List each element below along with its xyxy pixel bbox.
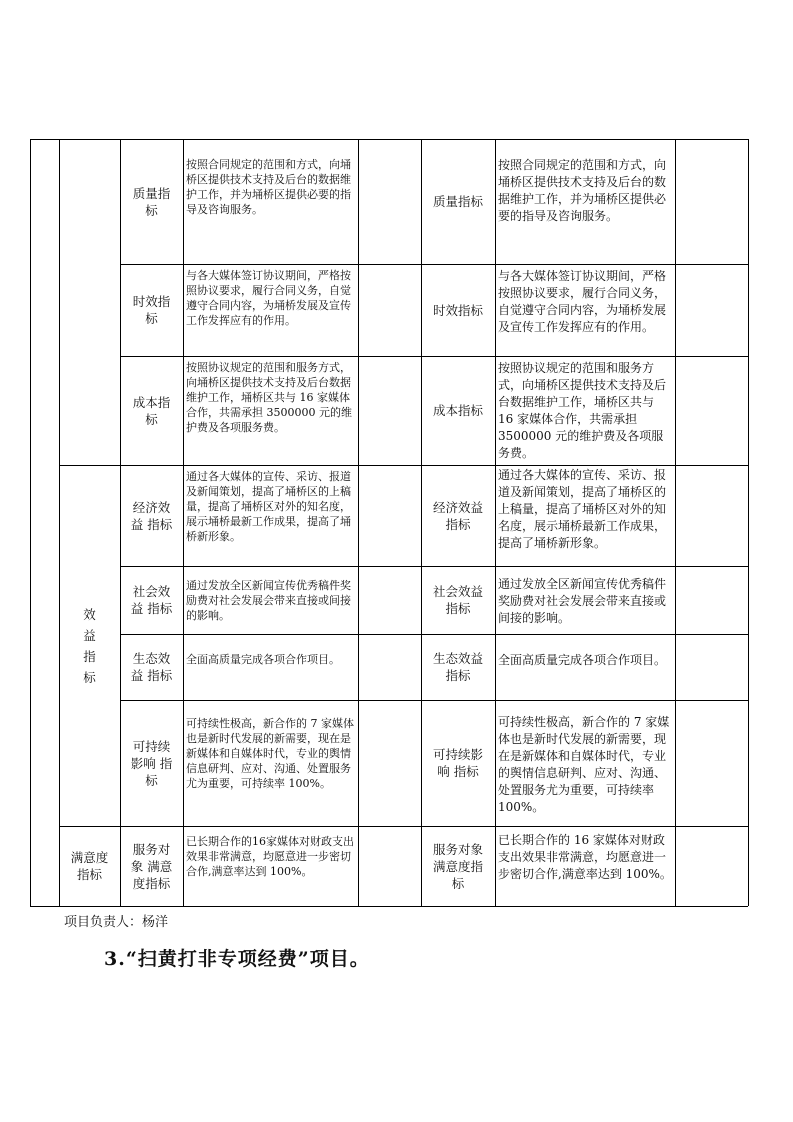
content-left-ecological: 全面高质量完成各项合作项目。 [186, 653, 340, 666]
content-right-satisfaction: 已长期合作的 16 家媒体对财政支出效果非常满意，均愿意进一步密切合作,满意率达到 100%。 [498, 833, 672, 881]
project-responsible-line: 项目负责人：杨洋 [64, 915, 169, 930]
content-left-economic: 通过各大媒体的宣传、采访、报道及新闻策划，提高了埇桥区的上稿量，提高了埇桥区对外的知名度，展示埇桥最新工作成果，提高了埇桥新形象。 [186, 470, 351, 543]
indicator-right-cost: 成本指标 [432, 403, 483, 418]
content-right-quality: 按照合同规定的范围和方式，向埇桥区提供技术支持及后台的数据维护工作，并为埇桥区提供必要的指导及咨询服务。 [498, 158, 667, 223]
content-right-ecological: 全面高质量完成各项合作项目。 [498, 653, 667, 667]
indicator-right-economic: 经济效益 指标 [432, 499, 483, 532]
section-heading: 3.“扫黄打非专项经费”项目。 [104, 948, 370, 970]
indicator-right-sustainability: 可持续影 响 指标 [432, 747, 483, 779]
indicator-left-satisfaction: 服务对 象 满意 度指标 [130, 841, 173, 891]
content-left-quality: 按照合同规定的范围和方式，向埇桥区提供技术支持及后台的数据维护工作，并为埇桥区提供必要的指导及咨询服务。 [186, 158, 351, 216]
indicator-right-ecological: 生态效益 指标 [432, 651, 483, 683]
table-bottom-border [30, 906, 748, 907]
indicator-right-timeliness: 时效指标 [432, 302, 483, 318]
content-left-satisfaction: 已长期合作的16家媒体对财政支出效果非常满意，均愿意进一步密切合作,满意率达到 100%。 [186, 835, 354, 878]
content-right-cost: 按照协议规定的范围和服务方式，向埇桥区提供技术支持及后台数据维护工作，埇桥区共与 16 家媒体合作，共需承担 3500000 元的维护费及各项服务费。 [498, 361, 667, 460]
indicator-left-timeliness: 时效指 标 [132, 294, 171, 326]
indicator-left-quality: 质量指 标 [132, 185, 171, 218]
content-right-timeliness: 与各大媒体签订协议期间，严格按照协议要求，履行合同义务，自觉遵守合同内容，为埇桥发展及宣传工作发挥应有的作用。 [498, 269, 667, 334]
content-right-social: 通过发放全区新闻宣传优秀稿件奖励费对社会发展会带来直接或间接的影响。 [498, 577, 667, 625]
indicator-left-ecological: 生态效 益 指标 [130, 651, 173, 683]
table-left-border [30, 139, 31, 906]
content-right-economic: 通过各大媒体的宣传、采访、报道及新闻策划，提高了埇桥区的上稿量，提高了埇桥区对外的知名度，展示埇桥最新工作成果，提高了埇桥新形象。 [498, 468, 667, 550]
indicator-left-social: 社会效 益 指标 [130, 584, 173, 616]
content-right-sustainability: 可持续性极高，新合作的 7 家媒体也是新时代发展的新需要，现在是新媒体和自媒体时代，专业的舆情信息研判、应对、沟通、处置服务尤为重要，可持续率 100%。 [498, 715, 670, 814]
indicator-right-social: 社会效益 指标 [432, 584, 483, 616]
column-divider [358, 139, 359, 906]
indicator-right-quality: 质量指标 [432, 194, 483, 209]
content-left-social: 通过发放全区新闻宣传优秀稿件奖励费对社会发展会带来直接或间接的影响。 [186, 579, 351, 622]
indicator-left-economic: 经济效 益 指标 [130, 499, 173, 532]
indicator-right-satisfaction: 服务对象 满意度指 标 [432, 841, 483, 891]
content-left-sustainability: 可持续性极高，新合作的 7 家媒体也是新时代发展的新需要，现在是新媒体和自媒体时代，专业的舆情信息研判、应对、沟通、处置服务尤为重要，可持续率 100%。 [186, 717, 354, 790]
table-right-border [748, 139, 749, 906]
indicator-left-sustainability: 可持续 影响 指 标 [130, 738, 173, 788]
group-label-satisfaction: 满意度 指标 [70, 850, 109, 882]
column-divider [675, 139, 676, 906]
content-left-timeliness: 与各大媒体签订协议期间，严格按照协议要求，履行合同义务，自觉遵守合同内容，为埇桥发展及宣传工作发挥应有的作用。 [186, 269, 351, 327]
indicator-left-cost: 成本指 标 [132, 394, 171, 427]
content-left-cost: 按照协议规定的范围和服务方式，向埇桥区提供技术支持及后台数据维护工作，埇桥区共与 16 家媒体合作，共需承担 3500000 元的维护费及各项服务费。 [186, 361, 352, 434]
group-label-benefit: 效 益 指 标 [83, 606, 96, 685]
